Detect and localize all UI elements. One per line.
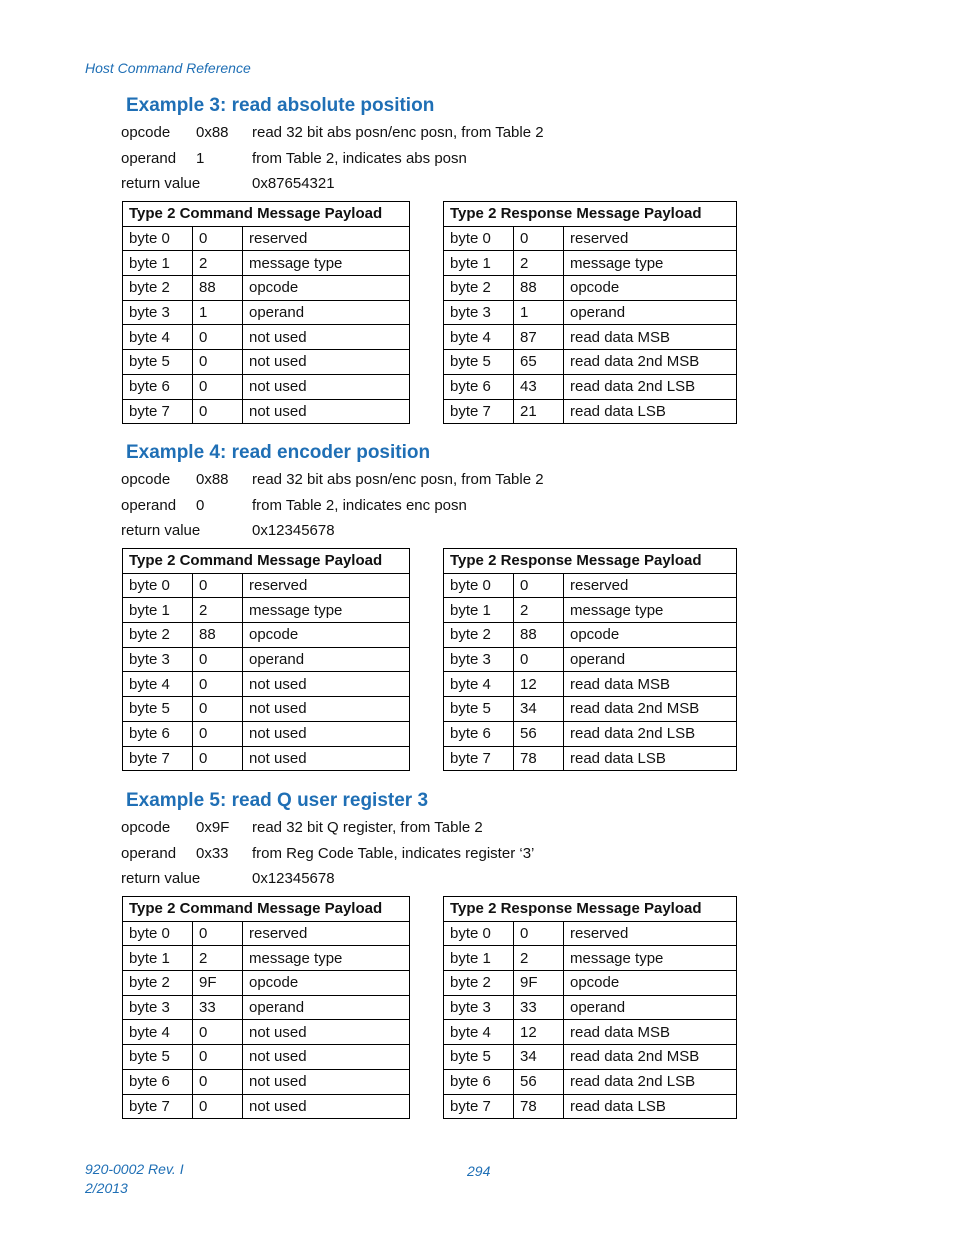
byte-label-cell: byte 7 [444, 746, 514, 771]
byte-meaning-cell: read data MSB [564, 1020, 737, 1045]
byte-label-cell: byte 6 [444, 374, 514, 399]
table-row [123, 1045, 410, 1070]
byte-label-cell: byte 4 [123, 1020, 193, 1045]
page-number: 294 [467, 1163, 491, 1179]
byte-value-cell: 0 [193, 721, 243, 746]
response-payload-table [443, 201, 737, 424]
byte-label-cell: byte 2 [444, 971, 514, 996]
table-row [123, 573, 410, 598]
table-row [444, 971, 737, 996]
byte-meaning-cell: read data 2nd MSB [564, 1045, 737, 1070]
byte-meaning-cell: read data 2nd MSB [564, 350, 737, 375]
byte-label-cell: byte 0 [123, 573, 193, 598]
byte-label-cell: byte 7 [123, 1094, 193, 1119]
info-description: from Reg Code Table, indicates register ‘3’ [252, 844, 535, 862]
table-row [444, 399, 737, 424]
byte-label-cell: byte 7 [123, 399, 193, 424]
byte-meaning-cell: reserved [564, 921, 737, 946]
info-code: 0x33 [196, 844, 229, 862]
info-description: read 32 bit abs posn/enc posn, from Table 2 [252, 471, 544, 488]
byte-value-cell: 34 [514, 697, 564, 722]
byte-meaning-cell: operand [243, 300, 410, 325]
info-description: from Table 2, indicates enc posn [252, 496, 467, 514]
table-row [123, 251, 410, 276]
byte-label-cell: byte 1 [444, 251, 514, 276]
byte-meaning-cell: opcode [243, 623, 410, 648]
table-row [123, 921, 410, 946]
byte-meaning-cell: not used [243, 1069, 410, 1094]
byte-value-cell: 88 [514, 623, 564, 648]
byte-label-cell: byte 5 [444, 697, 514, 722]
byte-value-cell: 0 [514, 573, 564, 598]
table-row [123, 226, 410, 251]
info-code: 0x88 [196, 124, 229, 141]
table-row [444, 697, 737, 722]
byte-value-cell: 0 [193, 374, 243, 399]
byte-meaning-cell: read data 2nd LSB [564, 721, 737, 746]
table-row [444, 746, 737, 771]
byte-value-cell: 12 [514, 672, 564, 697]
table-row [123, 746, 410, 771]
byte-meaning-cell: message type [243, 598, 410, 623]
byte-meaning-cell: opcode [243, 276, 410, 301]
byte-label-cell: byte 1 [444, 598, 514, 623]
info-description: 0x12345678 [252, 522, 335, 539]
byte-value-cell: 0 [514, 226, 564, 251]
byte-value-cell: 21 [514, 399, 564, 424]
table-row [123, 946, 410, 971]
byte-value-cell: 1 [514, 300, 564, 325]
byte-label-cell: byte 2 [444, 623, 514, 648]
info-code: 1 [196, 149, 205, 167]
table-row [444, 1020, 737, 1045]
table-row [123, 325, 410, 350]
byte-meaning-cell: opcode [564, 623, 737, 648]
byte-label-cell: byte 5 [444, 350, 514, 375]
byte-value-cell: 9F [193, 971, 243, 996]
byte-meaning-cell: operand [564, 995, 737, 1020]
byte-meaning-cell: reserved [243, 573, 410, 598]
byte-label-cell: byte 6 [444, 1069, 514, 1094]
table-row [123, 623, 410, 648]
byte-meaning-cell: operand [564, 300, 737, 325]
byte-value-cell: 78 [514, 746, 564, 771]
table-row [444, 721, 737, 746]
byte-value-cell: 0 [193, 921, 243, 946]
byte-meaning-cell: read data 2nd LSB [564, 374, 737, 399]
byte-value-cell: 0 [193, 350, 243, 375]
byte-meaning-cell: message type [243, 946, 410, 971]
info-code: 0x9F [196, 819, 230, 836]
byte-value-cell: 1 [193, 300, 243, 325]
response-payload-table-title: Type 2 Response Message Payload [444, 897, 737, 922]
byte-value-cell: 43 [514, 374, 564, 399]
byte-meaning-cell: not used [243, 1020, 410, 1045]
byte-value-cell: 56 [514, 721, 564, 746]
info-label: operand [121, 844, 177, 862]
info-label: opcode [121, 124, 171, 141]
table-row [123, 647, 410, 672]
byte-label-cell: byte 6 [123, 1069, 193, 1094]
byte-value-cell: 0 [193, 1094, 243, 1119]
running-header: Host Command Reference [85, 60, 251, 76]
byte-value-cell: 0 [193, 746, 243, 771]
byte-label-cell: byte 3 [123, 995, 193, 1020]
byte-label-cell: byte 3 [123, 300, 193, 325]
byte-label-cell: byte 5 [123, 1045, 193, 1070]
byte-value-cell: 0 [193, 226, 243, 251]
byte-label-cell: byte 4 [123, 325, 193, 350]
byte-value-cell: 88 [193, 623, 243, 648]
table-row [444, 623, 737, 648]
byte-value-cell: 78 [514, 1094, 564, 1119]
table-row [444, 995, 737, 1020]
byte-label-cell: byte 5 [444, 1045, 514, 1070]
byte-label-cell: byte 4 [444, 672, 514, 697]
byte-meaning-cell: not used [243, 697, 410, 722]
info-label: opcode [121, 819, 171, 836]
byte-value-cell: 0 [193, 1020, 243, 1045]
table-row [123, 598, 410, 623]
byte-label-cell: byte 3 [123, 647, 193, 672]
byte-meaning-cell: read data LSB [564, 399, 737, 424]
byte-meaning-cell: not used [243, 721, 410, 746]
byte-value-cell: 2 [193, 946, 243, 971]
info-code: 0 [196, 496, 205, 514]
byte-meaning-cell: read data MSB [564, 325, 737, 350]
byte-label-cell: byte 0 [123, 921, 193, 946]
byte-meaning-cell: not used [243, 746, 410, 771]
response-payload-table [443, 548, 737, 771]
response-payload-table [443, 896, 737, 1119]
byte-meaning-cell: not used [243, 325, 410, 350]
byte-value-cell: 0 [193, 573, 243, 598]
byte-meaning-cell: read data 2nd MSB [564, 697, 737, 722]
byte-meaning-cell: not used [243, 399, 410, 424]
byte-label-cell: byte 0 [123, 226, 193, 251]
byte-meaning-cell: read data MSB [564, 672, 737, 697]
byte-label-cell: byte 2 [123, 276, 193, 301]
table-row [123, 697, 410, 722]
byte-label-cell: byte 1 [123, 598, 193, 623]
table-row [444, 325, 737, 350]
table-row [444, 350, 737, 375]
footer-doc-info [85, 1160, 184, 1198]
byte-value-cell: 33 [514, 995, 564, 1020]
table-row [444, 921, 737, 946]
byte-value-cell: 0 [193, 672, 243, 697]
command-payload-table-title: Type 2 Command Message Payload [123, 202, 410, 227]
response-payload-table-title: Type 2 Response Message Payload [444, 549, 737, 574]
byte-label-cell: byte 4 [444, 325, 514, 350]
byte-meaning-cell: read data 2nd LSB [564, 1069, 737, 1094]
command-payload-table-title: Type 2 Command Message Payload [123, 897, 410, 922]
example-title: Example 3: read absolute position [126, 95, 435, 116]
byte-meaning-cell: reserved [564, 573, 737, 598]
command-payload-table [122, 548, 410, 771]
byte-label-cell: byte 1 [123, 251, 193, 276]
info-label: operand [121, 149, 177, 167]
table-row [444, 1069, 737, 1094]
info-label: operand [121, 496, 177, 514]
byte-value-cell: 2 [514, 598, 564, 623]
byte-value-cell: 0 [193, 325, 243, 350]
table-row [444, 276, 737, 301]
byte-value-cell: 0 [193, 399, 243, 424]
byte-meaning-cell: not used [243, 1094, 410, 1119]
example-title: Example 5: read Q user register 3 [126, 790, 429, 811]
byte-label-cell: byte 3 [444, 300, 514, 325]
table-row [123, 350, 410, 375]
byte-label-cell: byte 1 [123, 946, 193, 971]
byte-label-cell: byte 2 [123, 971, 193, 996]
byte-value-cell: 0 [193, 697, 243, 722]
table-row [444, 226, 737, 251]
command-payload-table-title: Type 2 Command Message Payload [123, 549, 410, 574]
table-row [444, 647, 737, 672]
byte-label-cell: byte 5 [123, 697, 193, 722]
table-row [123, 995, 410, 1020]
table-row [123, 1020, 410, 1045]
byte-value-cell: 56 [514, 1069, 564, 1094]
byte-meaning-cell: not used [243, 350, 410, 375]
info-label: return value [121, 522, 201, 539]
byte-value-cell: 88 [193, 276, 243, 301]
table-row [444, 1094, 737, 1119]
byte-value-cell: 87 [514, 325, 564, 350]
info-description: read 32 bit Q register, from Table 2 [252, 819, 483, 836]
info-code: 0x88 [196, 471, 229, 488]
byte-label-cell: byte 2 [123, 623, 193, 648]
table-row [123, 276, 410, 301]
table-row [123, 721, 410, 746]
byte-value-cell: 2 [193, 251, 243, 276]
command-payload-table [122, 896, 410, 1119]
byte-meaning-cell: operand [243, 995, 410, 1020]
byte-meaning-cell: message type [564, 598, 737, 623]
byte-meaning-cell: reserved [243, 921, 410, 946]
byte-value-cell: 88 [514, 276, 564, 301]
table-row [123, 1069, 410, 1094]
byte-value-cell: 33 [193, 995, 243, 1020]
table-row [444, 300, 737, 325]
byte-meaning-cell: message type [564, 251, 737, 276]
byte-value-cell: 0 [193, 647, 243, 672]
example-title: Example 4: read encoder position [126, 442, 431, 463]
byte-value-cell: 0 [514, 921, 564, 946]
table-row [123, 1094, 410, 1119]
info-label: opcode [121, 471, 171, 488]
byte-label-cell: byte 4 [444, 1020, 514, 1045]
response-payload-table-title: Type 2 Response Message Payload [444, 202, 737, 227]
command-payload-table [122, 201, 410, 424]
table-row [123, 374, 410, 399]
table-row [123, 300, 410, 325]
byte-value-cell: 0 [193, 1045, 243, 1070]
table-row [444, 598, 737, 623]
byte-meaning-cell: message type [564, 946, 737, 971]
byte-label-cell: byte 6 [444, 721, 514, 746]
footer-date: 2/2013 [85, 1180, 128, 1196]
table-row [123, 971, 410, 996]
byte-value-cell: 0 [514, 647, 564, 672]
byte-meaning-cell: not used [243, 374, 410, 399]
byte-label-cell: byte 6 [123, 721, 193, 746]
table-row [444, 251, 737, 276]
table-row [444, 946, 737, 971]
byte-label-cell: byte 7 [123, 746, 193, 771]
byte-label-cell: byte 2 [444, 276, 514, 301]
byte-meaning-cell: opcode [564, 276, 737, 301]
byte-value-cell: 2 [514, 946, 564, 971]
table-row [444, 1045, 737, 1070]
byte-label-cell: byte 6 [123, 374, 193, 399]
byte-value-cell: 34 [514, 1045, 564, 1070]
byte-label-cell: byte 3 [444, 647, 514, 672]
byte-meaning-cell: reserved [564, 226, 737, 251]
byte-value-cell: 2 [514, 251, 564, 276]
byte-label-cell: byte 1 [444, 946, 514, 971]
table-row [444, 672, 737, 697]
byte-label-cell: byte 5 [123, 350, 193, 375]
byte-meaning-cell: read data LSB [564, 1094, 737, 1119]
byte-meaning-cell: opcode [243, 971, 410, 996]
info-description: 0x12345678 [252, 870, 335, 887]
byte-value-cell: 65 [514, 350, 564, 375]
byte-label-cell: byte 0 [444, 573, 514, 598]
footer-doc-number: 920-0002 Rev. I [85, 1161, 184, 1177]
table-row [444, 374, 737, 399]
byte-label-cell: byte 0 [444, 921, 514, 946]
byte-value-cell: 9F [514, 971, 564, 996]
byte-label-cell: byte 4 [123, 672, 193, 697]
byte-value-cell: 2 [193, 598, 243, 623]
table-row [123, 399, 410, 424]
byte-label-cell: byte 7 [444, 1094, 514, 1119]
info-description: from Table 2, indicates abs posn [252, 149, 467, 167]
byte-value-cell: 12 [514, 1020, 564, 1045]
byte-meaning-cell: not used [243, 1045, 410, 1070]
info-description: read 32 bit abs posn/enc posn, from Table 2 [252, 124, 544, 141]
byte-meaning-cell: not used [243, 672, 410, 697]
table-row [444, 573, 737, 598]
byte-meaning-cell: read data LSB [564, 746, 737, 771]
byte-meaning-cell: operand [564, 647, 737, 672]
info-description: 0x87654321 [252, 175, 335, 192]
byte-value-cell: 0 [193, 1069, 243, 1094]
byte-meaning-cell: reserved [243, 226, 410, 251]
byte-meaning-cell: message type [243, 251, 410, 276]
info-label: return value [121, 175, 201, 192]
byte-meaning-cell: operand [243, 647, 410, 672]
byte-label-cell: byte 3 [444, 995, 514, 1020]
byte-meaning-cell: opcode [564, 971, 737, 996]
byte-label-cell: byte 7 [444, 399, 514, 424]
info-label: return value [121, 870, 201, 887]
table-row [123, 672, 410, 697]
byte-label-cell: byte 0 [444, 226, 514, 251]
